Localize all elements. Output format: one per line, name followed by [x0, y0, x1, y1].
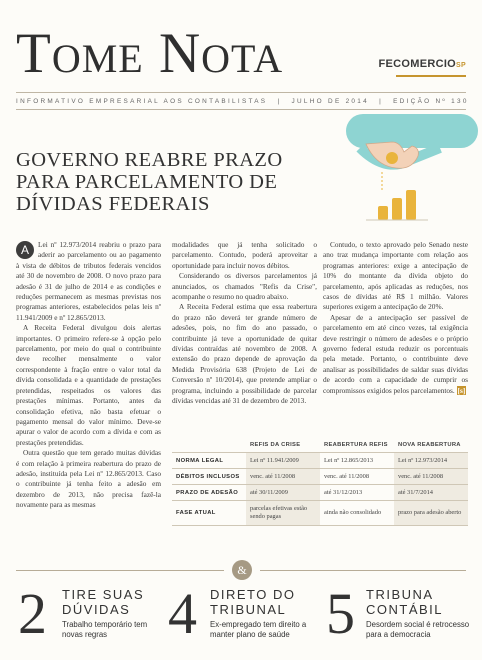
teaser-subtitle: Trabalho temporário tem novas regras [62, 620, 148, 639]
table-row-label: FASE ATUAL [176, 510, 216, 516]
paragraph: Outra questão que tem gerado muitas dúvidas é com relação à primeira reabertura do prazo de adesão, instituída pela Lei nº 12.865/2013. Caso o contribuinte já tenha feito a adesão em dezembro de 2013, não precisa fazê-la novamente para as mesmas [16, 448, 161, 510]
table-row-label: DÉBITOS INCLUSOS [176, 473, 240, 480]
table-header-cell [172, 438, 246, 452]
table-cell: venc. até 11/2008 [394, 469, 468, 484]
publisher-brand-suffix: SP [456, 62, 466, 69]
edition-number: EDIÇÃO Nº 130 [393, 98, 469, 105]
article-column-1 [16, 240, 161, 511]
teaser-page-5[interactable] [326, 581, 476, 654]
coin-icon [386, 152, 398, 164]
newsletter-logo: Tome Nota [16, 22, 284, 85]
brand-underline [396, 75, 466, 77]
drop-cap: A [16, 241, 34, 259]
table-row [172, 468, 468, 484]
separator: | [379, 98, 384, 105]
teal-ribbon-icon [346, 114, 478, 148]
paragraph: Apesar de a antecipação ser passível de parcelamento em até cinco vezes, tal exigência deve restringir o número de adesões e o próprio governo federal estuda reduzir os porcentuais pela metade. Portanto, o contribuinte deve analisar as possibilidades de saldar suas dívidas de acordo com a capacidade de cumprir os compromissos exigidos pelos parcelamentos. [s] [323, 312, 468, 395]
teaser-page-number: 4 [168, 581, 197, 646]
separator: | [277, 98, 282, 105]
section-divider-left [16, 570, 224, 571]
table-cell: Lei nº 12.865/2013 [324, 456, 374, 464]
end-mark: [s] [457, 385, 466, 395]
paragraph: Contudo, o texto aprovado pelo Senado neste ano traz mudança importante com relação aos programas anteriores: exige a antecipação de 10% do montante da dívida objeto do parcelamento, após aplicadas as reduções, nos casos de dívidas até R$ 1 milhão. Valores superiores exigem a antecipação de 20%. [323, 240, 468, 312]
article-headline: GOVERNO REABRE PRAZO PARA PARCELAMENTO DE DÍVIDAS FEDERAIS [16, 149, 283, 215]
paragraph: modalidades que já tenha solicitado o parcelamento. Contudo, poderá aproveitar a oportunidade para incluir novos débitos. [172, 240, 317, 270]
table-cell: venc. até 11/2008 [246, 469, 320, 484]
paragraph: Considerando os diversos parcelamentos já anunciados, os chamados "Refis da Crise", acompanhe o resumo no quadro abaixo. [172, 271, 317, 302]
table-row [172, 484, 468, 500]
coins-hand-illustration [320, 108, 480, 226]
table-cell: parcelas efetivas estão sendo pagas [246, 501, 320, 525]
tagline: INFORMATIVO EMPRESARIAL AOS CONTABILISTAS [16, 98, 268, 105]
paragraph: A Receita Federal divulgou dois alertas importantes. O primeiro refere-se à opção pelo parcelamento, por meio do qual o contribuinte deve recolher mensalmente o valor correspondente à fração entre o valor total da dívida consolidada e a quantidade de prestações pretendidas, respeitados os valores das prestações mínimas. Portanto, antes da consolidação efetiva, não basta efetuar o pagamento mensal do valor mínimo. Deve-se apurar o valor de acordo com a dívida e com as prestações pretendidas. [16, 323, 161, 447]
teaser-title: TRIBUNA CONTÁBIL [366, 587, 444, 617]
publisher-brand-name: FECOMERCIO [378, 58, 457, 70]
teaser-subtitle: Ex-empregado tem direito a manter plano de saúde [210, 620, 307, 639]
teaser-page-number: 2 [18, 581, 47, 646]
table-header-cell: NOVA REABERTURA [398, 442, 461, 448]
teaser-page-number: 5 [326, 581, 355, 646]
coin-stack-icon [406, 190, 416, 220]
paragraph: A Receita Federal estima que essa reabertura do prazo não deverá ter grande número de adesões, pois, no fim do ano passado, o contribuinte já teve a oportunidade de quitar dívidas contraídas até novembro de 2008. A extensão do prazo depende de aprovação da Medida Provisória 638 (Projeto de Lei de Conversão nº 10/2014), que pretende ampliar o programa, incluindo a possibilidade de parcelar dívidas vencidas até 31 de dezembro de 2013. [172, 302, 317, 406]
paragraph: A Lei nº 12.973/2014 reabriu o prazo para aderir ao parcelamento ou ao pagamento à vista de débitos de tributos federais vencidos até 30 de novembro de 2008. O novo prazo para adesão é 31 de julho de 2014 e as condições e reduções permanecem as mesmas previstas nos programas anteriores, estabelecidos pelas leis nº 11.941/2009 e nº 12.865/2013. [16, 240, 161, 322]
table-header-cell: REFIS DA CRISE [250, 442, 301, 448]
table-cell: ainda não consolidado [324, 509, 382, 516]
teaser-title: DIRETO DO TRIBUNAL [210, 587, 296, 617]
masthead-subline [16, 98, 469, 105]
table-row-label: NORMA LEGAL [176, 457, 224, 464]
article-column-2 [172, 240, 317, 407]
masthead [16, 24, 466, 84]
table-row [172, 452, 468, 468]
table-row [172, 500, 468, 526]
table-cell: Lei nº 11.941/2009 [246, 453, 320, 468]
table-cell: prazo para adesão aberto [394, 501, 468, 525]
teaser-subtitle: Desordem social é retrocesso para a democracia [366, 620, 470, 639]
table-cell: Lei nº 12.973/2014 [394, 453, 468, 468]
table-header-cell: REABERTURA REFIS [324, 442, 388, 448]
ampersand-divider: & [232, 560, 252, 580]
article-column-3 [323, 240, 468, 396]
table-cell: até 31/12/2013 [324, 488, 363, 496]
section-divider-right [260, 570, 466, 571]
publisher-brand[interactable] [378, 58, 466, 70]
table-cell: até 31/7/2014 [394, 485, 468, 500]
issue-date: JULHO DE 2014 [291, 98, 369, 105]
table-header-row [172, 438, 468, 452]
refis-summary-table [172, 438, 468, 526]
coin-stack-icon [392, 198, 402, 220]
table-cell: até 30/11/2009 [246, 485, 320, 500]
teaser-title: TIRE SUAS DÚVIDAS [62, 587, 145, 617]
teaser-page-2[interactable] [18, 581, 168, 654]
teaser-page-4[interactable] [168, 581, 318, 654]
table-row-label: PRAZO DE ADESÃO [176, 489, 239, 496]
masthead-top-rule [16, 92, 466, 93]
table-cell: venc. até 11/2008 [324, 472, 370, 480]
coin-stack-icon [378, 206, 388, 220]
